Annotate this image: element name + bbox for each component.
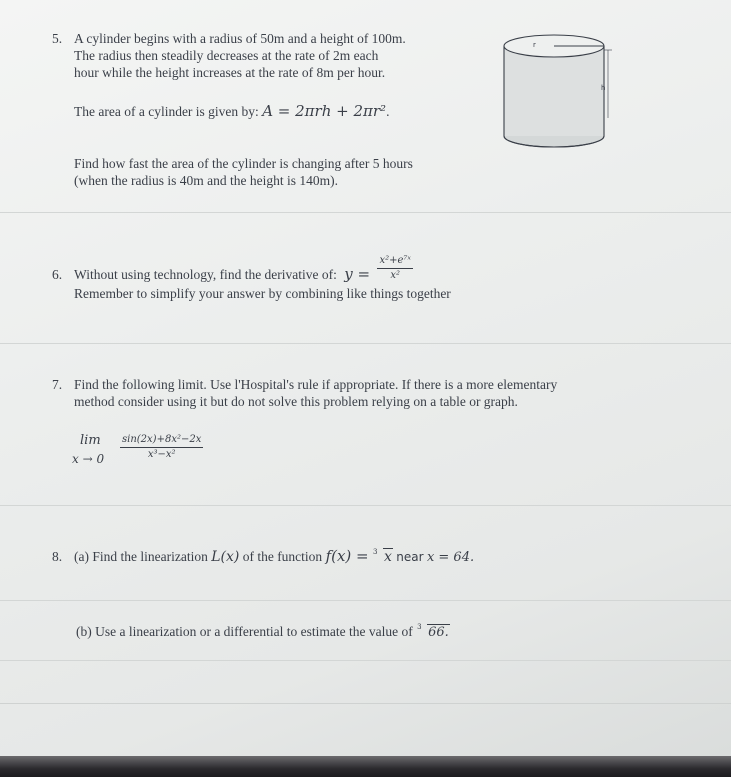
q7-text-line-1: Find the following limit. Use l'Hospital's rule if appropriate. If there is a more elementary [74,377,558,392]
q5-area-end: . [386,104,390,119]
question-6 [52,255,451,302]
q5-text-line-3: hour while the height increases at the rate of 8m per hour. [74,65,386,80]
q8a-cube-root [372,549,393,566]
question-number: 5. [52,31,63,46]
divider [0,703,731,704]
q5-find-line-2: (when the radius is 40m and the height is 140m). [74,173,338,188]
divider [0,505,731,506]
q7-approach: x → 0 [72,452,105,466]
q5-find-text [74,155,413,189]
q8b-text: (b) Use a linearization or a differential to estimate the value of [76,624,413,639]
q5-area-formula: A = 2πrh + 2πr² [262,102,387,120]
q5-find-line-1: Find how fast the area of the cylinder is changing after 5 hours [74,156,413,171]
photo-bottom-edge [0,756,731,777]
question-8a [52,548,474,566]
q8a-near: near [396,550,424,564]
divider [0,660,731,661]
q5-text-line-1: A cylinder begins with a radius of 50m and a height of 100m. [74,31,406,46]
q6-denominator: x² [390,270,401,282]
q6-fraction [377,255,413,282]
q7-denominator: x³−x² [147,449,176,460]
q5-text-line-2: The radius then steadily decreases at the rate of 2m each [74,48,379,63]
q8a-L: L(x) [211,549,240,565]
question-7 [52,376,557,410]
divider [0,212,731,213]
radius-label: r [533,41,536,49]
q8b-cube-root [416,624,450,641]
q8a-point: x = 64. [426,550,475,565]
question-number: 6. [52,267,63,282]
question-5 [52,30,406,81]
q7-numerator: sin(2x)+8x²−2x [120,434,203,448]
q8a-root-index: 3 [373,548,378,556]
q5-area-line [74,103,389,120]
q7-text-line-2: method consider using it but do not solve this problem relying on a table or graph. [74,394,518,409]
height-label: h [601,84,606,92]
q8a-mid: of the function [242,549,323,564]
q6-numerator: x²+e⁷ˣ [377,255,413,269]
q6-text-line-1: Without using technology, find the derivative of: [74,267,337,282]
question-number: 7. [52,377,63,392]
divider [0,343,731,344]
q7-fraction [120,434,203,461]
q8a-f: f(x) = [325,547,369,565]
q8b-root-radicand: 66. [428,625,449,640]
cylinder-diagram [500,28,620,153]
question-number: 8. [52,549,63,564]
q5-area-intro: The area of a cylinder is given by: [74,104,259,119]
q7-lim-word: lim [80,433,101,448]
q8b-root-index: 3 [417,623,422,631]
q8a-prefix: (a) Find the linearization [74,549,208,564]
q8a-root-radicand: x [384,549,392,565]
question-8b [76,623,450,641]
divider [0,600,731,601]
q6-text-line-2: Remember to simplify your answer by combining like things together [74,286,451,301]
q6-lhs: y = [344,265,371,283]
